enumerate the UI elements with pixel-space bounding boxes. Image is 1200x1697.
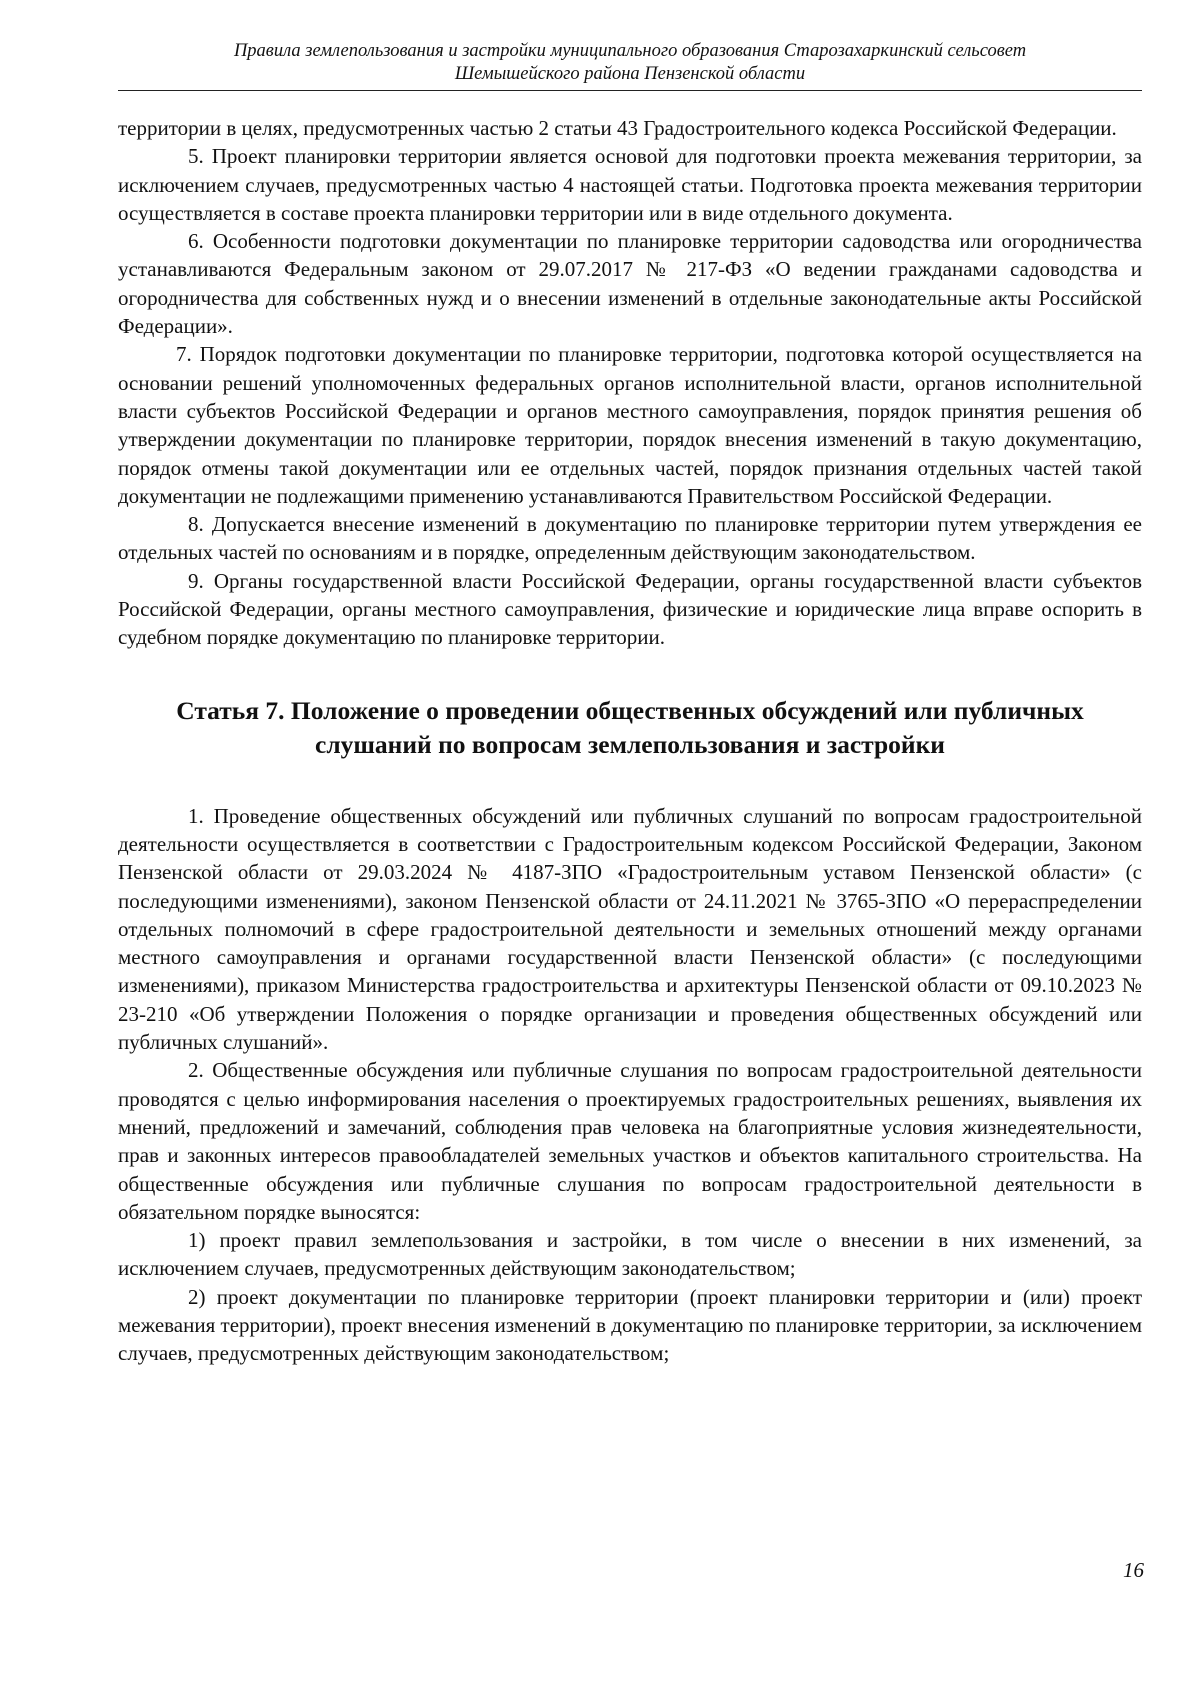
header-line-2: Шемышейского района Пензенской области <box>454 64 806 84</box>
paragraph: 6. Особенности подготовки документации по планировке территории садоводства или огородничества устанавливаются Федеральным законом от 29.07.2017 № 217-ФЗ «О ведении гражданами садоводства и огородничества для собственных нужд и о внесении изменений в отдельные законодательные акты Российской Федерации». <box>118 229 1142 339</box>
paragraph: 2) проект документации по планировке территории (проект планировки территории и (или) проект межевания территории), проект внесения изменений в документацию по планировке территории, за исключением случаев, предусмотренных действующим законодательством; <box>118 1284 1142 1366</box>
paragraph: 1) проект правил землепользования и застройки, в том числе о внесении в них изменений, за исключением случаев, предусмотренных действующим законодательством; <box>118 1228 1142 1281</box>
document-body <box>118 114 1142 1368</box>
paragraph: 1. Проведение общественных обсуждений или публичных слушаний по вопросам градостроительной деятельности осуществляется в соответствии с Градостроительным кодексом Российской Федерации, Законом Пензенской области от 29.03.2024 № 4187-ЗПО «Градостроительным уставом Пензенской области» (с последующими изменениями), законом Пензенской области от 24.11.2021 № 3765-ЗПО «О перераспределении отдельных полномочий в сфере градостроительной деятельности и земельных отношений между органами местного самоуправления и органами государственной власти Пензенской области» (с последующими изменениями), приказом Министерства градостроительства и архитектуры Пензенской области от 09.10.2023 № 23-210 «Об утверждении Положения о порядке организации и проведения общественных обсуждений или публичных слушаний». <box>118 803 1142 1055</box>
article-title <box>118 694 1142 762</box>
article-title-line-1: Статья 7. Положение о проведении общественных обсуждений или публичных <box>176 695 1084 725</box>
paragraph: территории в целях, предусмотренных частью 2 статьи 43 Градостроительного кодекса Российской Федерации. <box>118 116 1117 140</box>
paragraph: 7. Порядок подготовки документации по планировке территории, подготовка которой осуществляется на основании решений уполномоченных федеральных органов исполнительной власти, органов исполнительной власти субъектов Российской Федерации и органов местного самоуправления, порядок принятия решения об утверждении документации по планировке территории, порядок внесения изменений в такую документацию, порядок отмены такой документации или ее отдельных частей, порядок признания отдельных частей такой документации не подлежащими применению устанавливаются Правительством Российской Федерации. <box>118 342 1142 508</box>
paragraph: 8. Допускается внесение изменений в документацию по планировке территории путем утверждения ее отдельных частей по основаниям и в порядке, определенным действующим законодательством. <box>118 512 1142 565</box>
paragraph: 2. Общественные обсуждения или публичные слушания по вопросам градостроительной деятельности проводятся с целью информирования населения о проектируемых градостроительных решениях, выявления их мнений, предложений и замечаний, соблюдения прав человека на благоприятные условия жизнедеятельности, прав и законных интересов правообладателей земельных участков и объектов капитального строительства. На общественные обсуждения или публичные слушания по вопросам градостроительной деятельности в обязательном порядке выносятся: <box>118 1058 1142 1224</box>
paragraph: 9. Органы государственной власти Российской Федерации, органы государственной власти субъектов Российской Федерации, органы местного самоуправления, физические и юридические лица вправе оспорить в судебном порядке документацию по планировке территории. <box>118 568 1142 650</box>
article-title-line-2: слушаний по вопросам землепользования и застройки <box>315 729 945 759</box>
header-line-1: Правила землепользования и застройки муниципального образования Старозахаркинский сельсовет <box>233 41 1027 61</box>
running-header <box>118 40 1142 91</box>
paragraph: 5. Проект планировки территории является основой для подготовки проекта межевания территории, за исключением случаев, предусмотренных частью 4 настоящей статьи. Подготовка проекта межевания территории осуществляется в составе проекта планировки территории или в виде отдельного документа. <box>118 144 1142 225</box>
page-number: 16 <box>1123 1558 1144 1582</box>
